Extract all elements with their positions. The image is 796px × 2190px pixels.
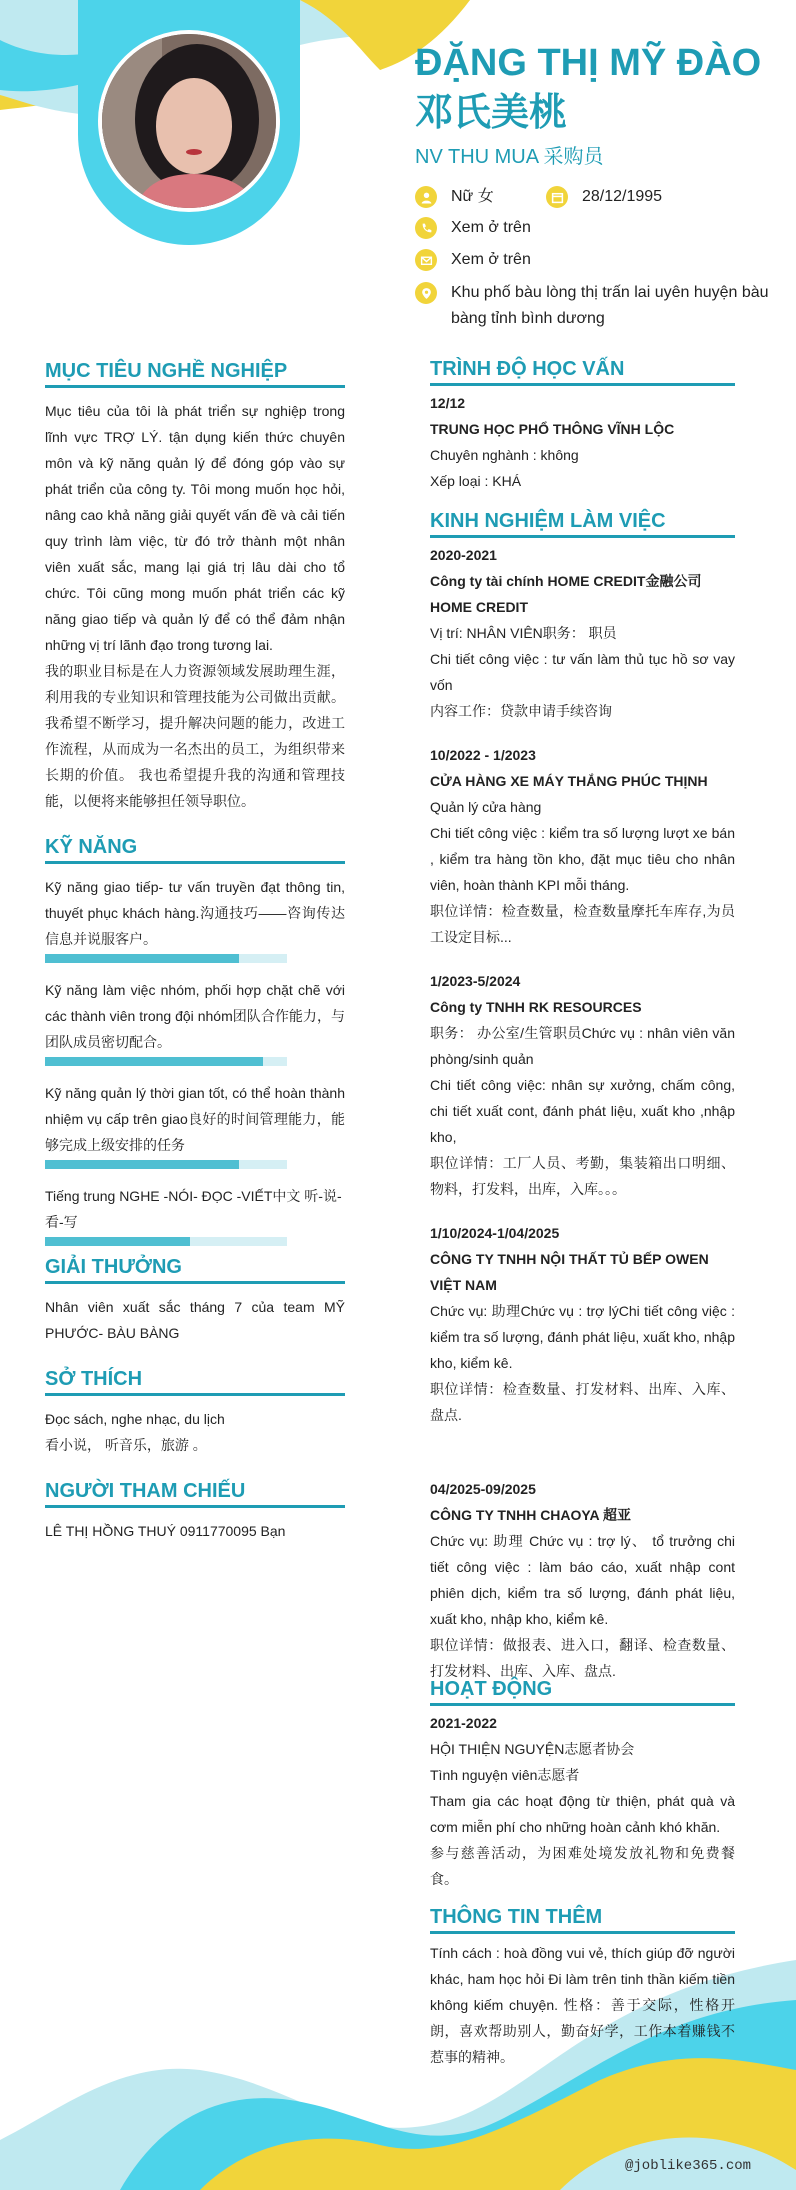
skill-item: [45, 1080, 345, 1169]
phone-value: Xem ở trên: [451, 219, 531, 236]
section-title-hobbies: SỞ THÍCH: [45, 1368, 345, 1396]
email-icon: [415, 249, 437, 271]
section-title-extra-info: THÔNG TIN THÊM: [430, 1906, 735, 1934]
experience-line: 职务： 办公室/生管职员Chức vụ : nhân viên văn phòng/sinh quản: [430, 1025, 735, 1067]
education-block: [430, 390, 735, 494]
experience-period: 04/2025-09/2025: [430, 1481, 536, 1497]
contact-phone: [415, 215, 531, 241]
hobbies-block: [45, 1406, 345, 1458]
experience-line: Chi tiết công việc : tư vấn làm thủ tục hồ sơ vay vốn: [430, 651, 735, 693]
experience-entry: [430, 742, 735, 950]
address-value: Khu phố bàu lòng thị trấn lai uyên huyện bàu bàng tỉnh bình dương: [451, 284, 769, 327]
gender-value: Nữ 女: [451, 188, 494, 205]
skill-item: [45, 874, 345, 963]
education-major: Chuyên nghành : không: [430, 447, 579, 463]
experience-line: Vị trí: NHÂN VIÊN职务： 职员: [430, 625, 617, 641]
references-text: LÊ THỊ HỒNG THUÝ 0911770095 Bạn: [45, 1523, 286, 1539]
contact-birthday: [546, 184, 662, 210]
skill-bar-fill: [45, 1057, 263, 1066]
experience-line: 职位详情：做报表、进入口，翻译、检查数量、打发材料、出库、入库、盘点.: [430, 1637, 735, 1679]
skill-bar: [45, 1237, 287, 1246]
skills-block: [45, 874, 345, 1260]
experience-block: [430, 542, 735, 1702]
birthday-value: 28/12/1995: [582, 188, 663, 205]
experience-entry: [430, 542, 735, 724]
location-icon: [415, 282, 437, 304]
experience-period: 1/10/2024-1/04/2025: [430, 1225, 560, 1241]
activity-desc-zh: 参与慈善活动，为困难处境发放礼物和免费餐食。: [430, 1845, 735, 1887]
experience-line: Chi tiết công việc : kiểm tra số lượng lượt xe bán , kiểm tra hàng tồn kho, đặt mục tiêu cho nhân viên, hoàn thành KPI mỗi tháng.: [430, 825, 735, 893]
education-period: 12/12: [430, 395, 466, 411]
section-title-references: NGƯỜI THAM CHIẾU: [45, 1480, 345, 1508]
avatar-portrait-icon: [102, 34, 280, 212]
hobbies-line-vi: Đọc sách, nghe nhạc, du lịch: [45, 1411, 225, 1427]
experience-line: Chi tiết công việc: nhân sự xưởng, chấm công, chi tiết xuất cont, đánh phát liệu, xuất kho ,nhập kho,: [430, 1077, 735, 1145]
objective-block: [45, 398, 345, 814]
avatar-frame: [78, 0, 300, 245]
footer-site: @joblike365.com: [625, 2158, 752, 2174]
experience-entry: [430, 968, 735, 1202]
hobbies-line-zh: 看小说， 听音乐，旅游 。: [45, 1437, 207, 1453]
gender-icon: [415, 186, 437, 208]
email-value: Xem ở trên: [451, 251, 531, 268]
experience-company: CỬA HÀNG XE MÁY THẮNG PHÚC THỊNH: [430, 773, 708, 789]
experience-line: 职位详情：检查数量，检查数量摩托车库存,为员工设定目标...: [430, 903, 735, 945]
experience-company: Công ty tài chính HOME CREDIT金融公司 HOME CREDIT: [430, 573, 702, 615]
objective-text-zh: 我的职业目标是在人力资源领域发展助理生涯，利用我的专业知识和管理技能为公司做出贡献。我希望不断学习，提升解决问题的能力，改进工作流程，从而成为一名杰出的员工，为组织带来长期的价值。 我也希望提升我的沟通和管理技能，以便将来能够担任领导职位。: [45, 663, 345, 809]
section-title-awards: GIẢI THƯỞNG: [45, 1256, 345, 1284]
experience-period: 1/2023-5/2024: [430, 973, 521, 989]
activity-role: Tình nguyện viên志愿者: [430, 1767, 580, 1783]
contact-gender: [415, 184, 494, 210]
skill-bar: [45, 954, 287, 963]
education-grade: Xếp loại : KHÁ: [430, 473, 522, 489]
experience-period: 2020-2021: [430, 547, 497, 563]
skill-bar: [45, 1160, 287, 1169]
education-school: TRUNG HỌC PHỔ THÔNG VĨNH LỘC: [430, 421, 675, 437]
section-title-objective: MỤC TIÊU NGHỀ NGHIỆP: [45, 360, 345, 388]
skill-item: [45, 1183, 345, 1246]
experience-period: 10/2022 - 1/2023: [430, 747, 536, 763]
skill-bar: [45, 1057, 287, 1066]
phone-icon: [415, 217, 437, 239]
activity-desc-vi: Tham gia các hoạt động từ thiện, phát quà và cơm miễn phí cho những hoàn cảnh khó khăn.: [430, 1793, 735, 1835]
section-title-experience: KINH NGHIỆM LÀM VIỆC: [430, 510, 735, 538]
extra-info-text: Tính cách : hoà đồng vui vẻ, thích giúp đỡ người khác, ham học hỏi Đi làm trên tinh thần kiếm tiền không kiếm chuyện. 性格：善于交际，性格开朗，喜欢帮助别人，勤奋好学，工作本着赚钱不惹事的精神。: [430, 1945, 735, 2065]
experience-line: 职位详情：工厂人员、考勤，集装箱出口明细、物料，打发料，出库，入库。。。: [430, 1155, 735, 1197]
skill-bar-fill: [45, 1160, 239, 1169]
experience-company: CÔNG TY TNHH CHAOYA 超亚: [430, 1507, 631, 1523]
skill-item: [45, 977, 345, 1066]
experience-company: CÔNG TY TNHH NỘI THẤT TỦ BẾP OWEN VIỆT NAM: [430, 1251, 709, 1293]
avatar: [98, 30, 280, 212]
section-title-education: TRÌNH ĐỘ HỌC VẤN: [430, 358, 735, 386]
objective-text-vi: Mục tiêu của tôi là phát triển sự nghiệp trong lĩnh vực TRỢ LÝ. tận dụng kiến thức chuyên môn và kỹ năng quản lý để đóng góp vào sự phát triển của công ty. Tôi mong muốn học hỏi, nâng cao khả năng giải quyết vấn đề và cải tiến quy trình làm việc, từ đó trở thành một nhân viên xuất sắc, mang lại giá trị lâu dài cho tổ chức. Tôi cũng mong muốn phát triển các kỹ năng giao tiếp và quản lý để có thể đảm nhận những vị trí lãnh đạo trong tương lai.: [45, 403, 345, 653]
experience-line: Chức vụ: 助理 Chức vụ : trợ lý、 tổ trưởng chi tiết công việc : làm báo cáo, xuất nhập cont phiên dịch, kiểm tra số lượng, đánh phát liệu, xuất kho, nhập kho, kiểm kê.: [430, 1533, 735, 1627]
activities-block: [430, 1710, 735, 1892]
contact-address: [415, 280, 775, 332]
experience-line: Chức vụ: 助理Chức vụ : trợ lýChi tiết công việc : kiểm tra số lượng, đánh phát liệu, xuất kho, nhập kho, kiểm kê.: [430, 1303, 735, 1371]
skill-text: Tiếng trung NGHE -NÓI- ĐỌC -VIẾT中文 听-说-看-写: [45, 1188, 342, 1230]
candidate-name: ĐẶNG THỊ MỸ ĐÀO邓氏美桃: [415, 42, 762, 134]
calendar-icon: [546, 186, 568, 208]
job-title: NV THU MUA 采购员: [415, 146, 604, 168]
experience-entry: [430, 1220, 735, 1428]
section-title-activities: HOẠT ĐỘNG: [430, 1678, 735, 1706]
experience-line: Quản lý cửa hàng: [430, 799, 542, 815]
experience-line: 内容工作：贷款申请手续咨询: [430, 703, 612, 719]
skill-text: Kỹ năng quản lý thời gian tốt, có thể hoàn thành nhiệm vụ cấp trên giao良好的时间管理能力，能够完成上级安排的任务: [45, 1085, 345, 1153]
experience-line: 职位详情：检查数量、打发材料、出库、入库、盘点.: [430, 1381, 735, 1423]
awards-text: Nhân viên xuất sắc tháng 7 của team MỸ PHƯỚC- BÀU BÀNG: [45, 1299, 345, 1341]
skill-text: Kỹ năng giao tiếp- tư vấn truyền đạt thông tin, thuyết phục khách hàng.沟通技巧——咨询传达信息并说服客户。: [45, 879, 345, 947]
skill-text: Kỹ năng làm việc nhóm, phối hợp chặt chẽ với các thành viên trong đội nhóm团队合作能力，与团队成员密切配合。: [45, 982, 345, 1050]
activity-org: HỘI THIỆN NGUYỆN志愿者协会: [430, 1741, 635, 1757]
contact-email: [415, 247, 531, 273]
experience-company: Công ty TNHH RK RESOURCES: [430, 999, 642, 1015]
experience-entry: [430, 1476, 735, 1684]
section-title-skills: KỸ NĂNG: [45, 836, 345, 864]
skill-bar-fill: [45, 954, 239, 963]
activity-period: 2021-2022: [430, 1715, 497, 1731]
skill-bar-fill: [45, 1237, 190, 1246]
